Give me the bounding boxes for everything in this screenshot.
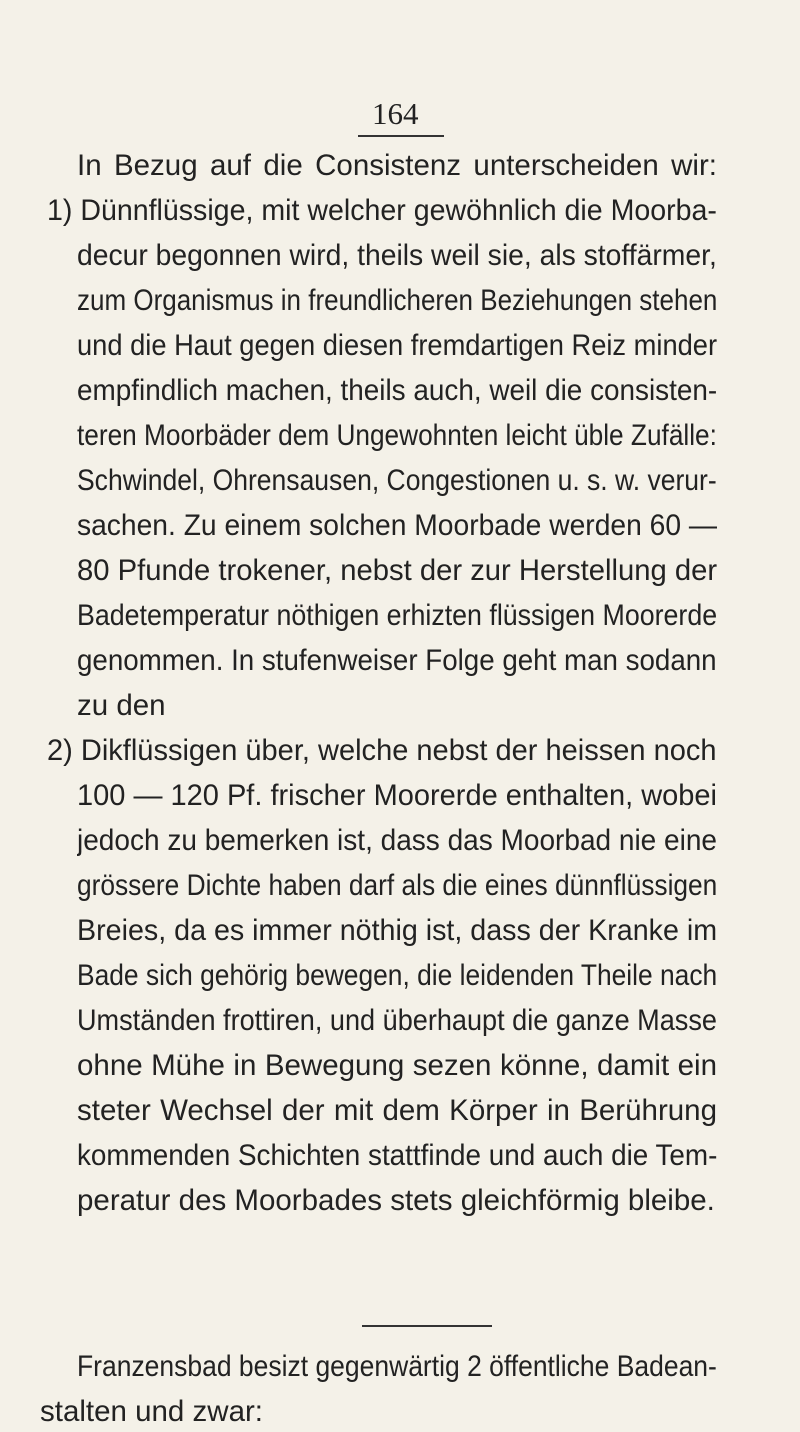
text-line-18: Breies, da es immer nöthig ist, dass der Kranke im <box>77 914 718 947</box>
text-line-1: In Bezug auf die Consistenz unterscheiden wir: <box>77 149 717 182</box>
text-line-22: steter Wechsel der mit dem Körper in Berührung <box>77 1094 717 1127</box>
text-line-5: und die Haut gegen diesen fremdartigen Reiz minder <box>77 329 718 362</box>
text-line-9: sachen. Zu einem solchen Moorbade werden 60 — <box>77 509 718 542</box>
page-number: 164 <box>372 96 419 131</box>
text-line-11: Badetemperatur nöthigen erhizten flüssigen Moorerde <box>77 599 717 632</box>
text-line-7: teren Moorbäder dem Ungewohnten leicht üble Zufälle: <box>77 419 717 452</box>
text-line-4: zum Organismus in freundlicheren Beziehungen stehen <box>77 284 717 317</box>
text-line-3: decur begonnen wird, theils weil sie, als stoffärmer, <box>77 239 717 272</box>
text-line-23: kommenden Schichten stattfinde und auch die Tem- <box>77 1139 718 1172</box>
text-line-15: 100 — 120 Pf. frischer Moorerde enthalten, wobei <box>77 779 717 812</box>
text-line-21: ohne Mühe in Bewegung sezen könne, damit ein <box>77 1049 717 1082</box>
text-line-8: Schwindel, Ohrensausen, Congestionen u. s. w. verur- <box>77 464 717 497</box>
text-line-12: genommen. In stufenweiser Folge geht man sodann <box>77 644 717 677</box>
section-divider <box>362 1325 492 1327</box>
text-line-16: jedoch zu bemerken ist, dass das Moorbad nie eine <box>77 824 718 857</box>
text-line-6: empfindlich machen, theils auch, weil die consisten- <box>77 374 717 407</box>
text-line-24: peratur des Moorbades stets gleichförmig bleibe. <box>77 1184 715 1217</box>
page-number-underline <box>358 135 444 137</box>
text-line-26: stalten und zwar: <box>40 1395 264 1428</box>
text-line-17: grössere Dichte haben darf als die eines dünnflüssigen <box>77 869 718 902</box>
text-line-20: Umständen frottiren, und überhaupt die ganze Masse <box>77 1004 717 1037</box>
text-line-14: 2) Dikflüssigen über, welche nebst der heissen noch <box>47 734 717 767</box>
text-line-13: zu den <box>77 689 166 722</box>
text-line-25: Franzensbad besizt gegenwärtig 2 öffentliche Badean- <box>77 1350 717 1383</box>
text-line-10: 80 Pfunde trokener, nebst der zur Herstellung der <box>77 554 717 587</box>
text-line-2: 1) Dünnflüssige, mit welcher gewöhnlich die Moorba- <box>47 194 717 227</box>
text-line-19: Bade sich gehörig bewegen, die leidenden Theile nach <box>77 959 718 992</box>
